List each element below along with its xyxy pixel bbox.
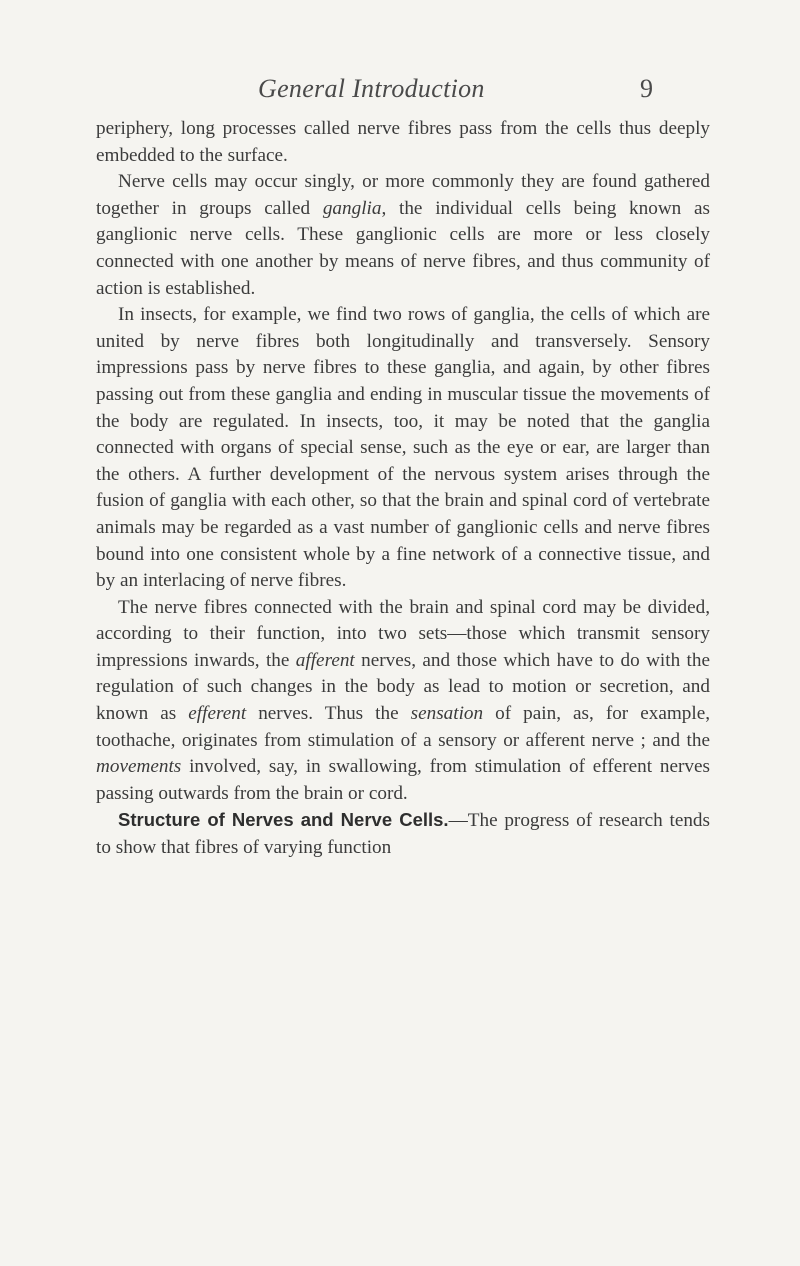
paragraph-structure: [96, 807, 710, 861]
paragraph-text: , the individual cells being known as ganglionic nerve cells. These ganglionic cells are more or less closely connected with one another by means of nerve fibres, and thus community of action is established.: [96, 197, 711, 299]
paragraph-text: —The progress of research tends to show that fibres of varying function: [96, 810, 710, 859]
italic-term-sensation: sensation: [410, 703, 484, 725]
section-heading: Structure of Nerves and Nerve Cells.: [118, 809, 449, 831]
paragraph-text: nerves, and those which have to do with the regulation of such changes in the body as lead to motion or secretion, and known as: [96, 649, 710, 725]
body-text: [96, 116, 710, 862]
italic-term-efferent: efferent: [188, 703, 247, 725]
paragraph-nerve-fibres: [96, 595, 710, 808]
paragraph-continuation: [96, 116, 710, 169]
paragraph-text: periphery, long processes called nerve fibres pass from the cells thus deeply embedded to the surface.: [96, 118, 710, 166]
italic-term-afferent: afferent: [295, 649, 355, 671]
paragraph-ganglia: [96, 169, 710, 302]
running-title: General Introduction: [258, 74, 485, 103]
page-number: 9: [640, 74, 653, 103]
italic-term-ganglia: ganglia: [322, 197, 382, 219]
running-head: [0, 74, 800, 104]
paragraph-text: nerves. Thus the: [246, 703, 411, 725]
paragraph-text: The nerve fibres connected with the brain and spinal cord may be divided, according to their function, into two sets—those which transmit sensory impressions inwards, the: [96, 596, 710, 671]
paragraph-text: Nerve cells may occur singly, or more commonly they are found gathered together in groups called: [96, 171, 710, 219]
paragraph-text: of pain, as, for example, toothache, originates from stimulation of a sensory or afferent nerve ; and the: [96, 703, 711, 751]
paragraph-text: In insects, for example, we find two rows of ganglia, the cells of which are united by nerve fibres both longitudinally and transversely. Sensory impressions pass by nerve fibres to these ganglia, and again, by other fibres passing out from these ganglia and ending in muscular tissue the movements of the body are regulated. In insects, too, it may be noted that the ganglia connected with organs of special sense, such as the eye or ear, are larger than the others. A further development of the nervous system arises through the fusion of ganglia with each other, so that the brain and spinal cord of vertebrate animals may be regarded as a vast number of ganglionic cells and nerve fibres bound into one consistent whole by a fine network of a connective tissue, and by an interlacing of nerve fibres.: [96, 304, 710, 592]
italic-term-movements: movements: [96, 756, 182, 778]
paragraph-insects: [96, 302, 710, 595]
paragraph-text: involved, say, in swallowing, from stimulation of efferent nerves passing outwards from the brain or cord.: [96, 756, 710, 804]
